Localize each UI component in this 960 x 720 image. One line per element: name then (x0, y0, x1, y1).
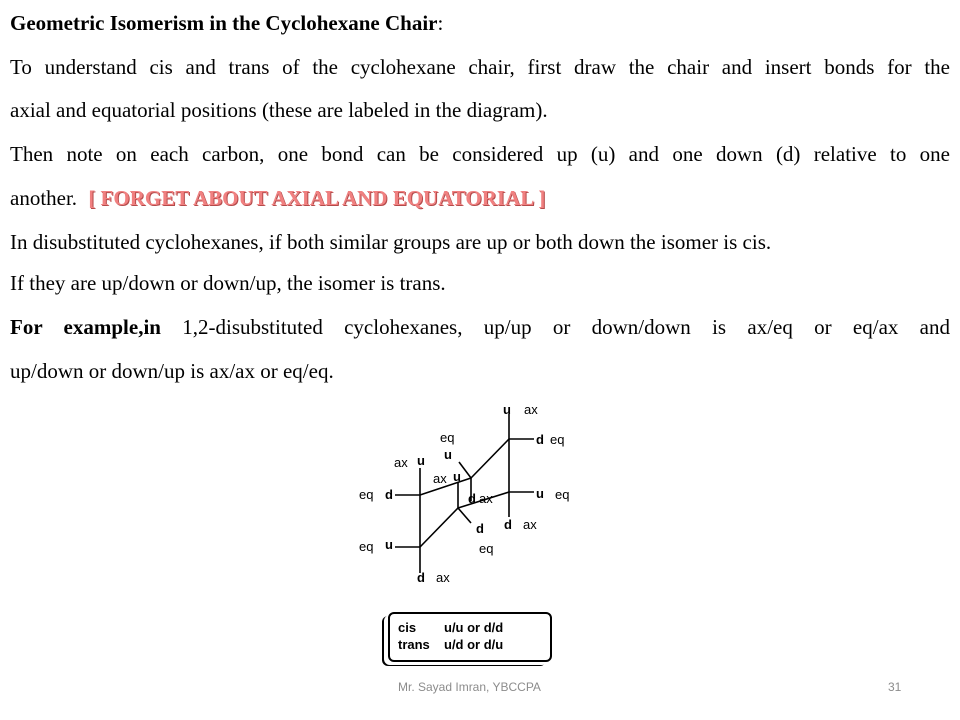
paragraph-1-line-2: axial and equatorial positions (these are labeled in the diagram). (10, 98, 548, 122)
legend-trans-label: trans (398, 637, 430, 652)
paragraph-3: In disubstituted cyclohexanes, if both similar groups are up or both down the isomer is cis. (10, 230, 772, 254)
label-c6-equatorial: eq (550, 432, 565, 447)
paragraph-5-line-2: up/down or down/up is ax/ax or eq/eq. (10, 359, 334, 383)
label-c3-axial: ax (433, 471, 447, 486)
label-c2-down: d (417, 570, 425, 585)
label-c1-axial: ax (394, 455, 408, 470)
footer-page-number: 31 (888, 680, 902, 694)
label-c4-up: u (444, 447, 452, 462)
forget-axial-equatorial-note: [ FORGET ABOUT AXIAL AND EQUATORIAL ] (88, 186, 546, 210)
label-c6-down: d (536, 432, 544, 447)
paragraph-2-line-2 (10, 186, 950, 210)
cis-trans-legend-box (388, 612, 552, 662)
label-c5-axial: ax (523, 517, 537, 532)
label-c2-axial: ax (436, 570, 450, 585)
label-c3-down: d (476, 521, 484, 536)
title-colon: : (437, 11, 444, 35)
label-c6-up: u (503, 402, 511, 417)
label-c5-down: d (504, 517, 512, 532)
paragraph-2-line-1: Then note on each carbon, one bond can be considered up (u) and one down (d) relative to one (10, 142, 950, 166)
label-c4-equatorial: eq (440, 430, 455, 445)
footer-author: Mr. Sayad Imran, YBCCPA (398, 680, 541, 694)
paragraph-2-lead: another. (10, 186, 78, 210)
chair-bonds (395, 414, 534, 573)
label-c5-up: u (536, 486, 544, 501)
example-lead: For example,in (10, 315, 161, 339)
slide-title (10, 11, 950, 35)
legend-row-trans (398, 637, 503, 653)
label-c3-up: u (453, 469, 461, 484)
label-c3-equatorial: eq (479, 541, 494, 556)
ring-bond-back-right (471, 439, 509, 478)
legend-cis-value: u/u or d/d (444, 620, 504, 635)
label-c2-up: u (385, 537, 393, 552)
label-c4-axial: ax (479, 491, 493, 506)
label-c6-axial: ax (524, 402, 538, 417)
example-text: 1,2-disubstituted cyclohexanes, up/up or down/down is ax/eq or eq/ax and (160, 315, 950, 339)
label-c4-down: d (468, 491, 476, 506)
legend-trans-value: u/d or d/u (444, 637, 504, 652)
label-c2-equatorial: eq (359, 539, 374, 554)
paragraph-5-line-1 (10, 315, 950, 339)
label-c1-up: u (417, 453, 425, 468)
title-text: Geometric Isomerism in the Cyclohexane Chair (10, 11, 438, 35)
label-c5-equatorial: eq (555, 487, 570, 502)
equatorial-bond-c3 (458, 508, 471, 523)
legend-cis-label: cis (398, 620, 417, 635)
ring-bond-front-left (420, 508, 458, 547)
paragraph-4: If they are up/down or down/up, the isomer is trans. (10, 271, 446, 295)
legend-row-cis (398, 620, 503, 636)
label-c1-down: d (385, 487, 393, 502)
cyclohexane-chair-diagram (340, 395, 590, 595)
paragraph-1-line-1: To understand cis and trans of the cyclohexane chair, first draw the chair and insert bonds for the (10, 55, 950, 79)
label-c1-equatorial: eq (359, 487, 374, 502)
